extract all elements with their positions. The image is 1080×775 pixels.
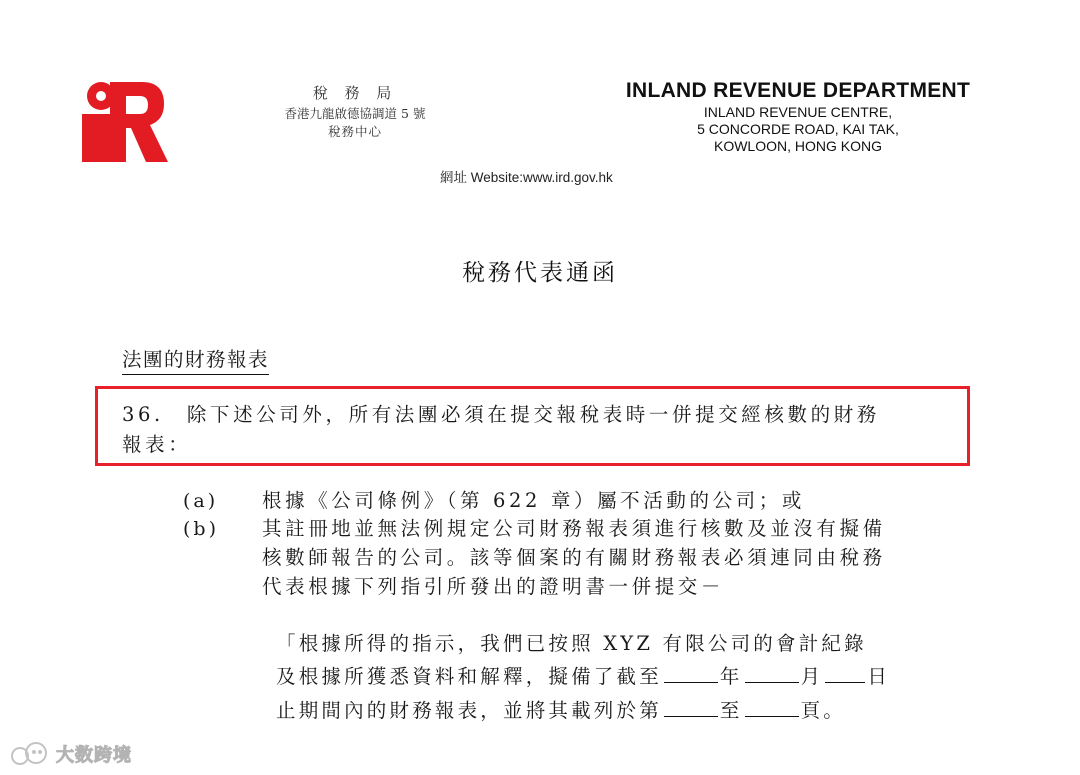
list-item-b-line1: 其註冊地並無法例規定公司財務報表須進行核數及並沒有擬備 (262, 517, 886, 540)
section-heading: 法團的財務報表 (122, 347, 269, 375)
quote-day-label: 日 (867, 665, 891, 688)
blank-year (664, 662, 718, 683)
ird-logo-icon (80, 78, 168, 162)
quote-year-label: 年 (719, 665, 743, 688)
quote-month-label: 月 (800, 665, 824, 688)
en-department-name: INLAND REVENUE DEPARTMENT (625, 79, 971, 102)
quote-line1: 「根據所得的指示，我們已按照 XYZ 有限公司的會計紀錄 (276, 632, 867, 655)
quote-to-label: 至 (719, 699, 743, 722)
en-address-line1: INLAND REVENUE CENTRE, (703, 104, 893, 120)
paragraph-36-line2: 報表： (122, 433, 192, 456)
blank-page-to (745, 696, 799, 717)
list-item-b-line2: 核數師報告的公司。該等個案的有關財務報表必須連同由稅務 (262, 546, 886, 569)
zh-department-name: 稅 務 局 (312, 84, 398, 102)
blank-month (745, 662, 799, 683)
watermark-text: 大数跨境 (56, 745, 132, 766)
zh-address-line1: 香港九龍啟德協調道 5 號 (284, 106, 426, 121)
list-item-b-marker: (b) (183, 518, 219, 540)
quote-page-label: 頁。 (800, 699, 847, 722)
quote-line3 (276, 696, 846, 726)
blank-day (825, 662, 865, 683)
list-item-a-text: 根據《公司條例》（第 622 章）屬不活動的公司；或 (262, 489, 805, 512)
website-line: 網址 Website:www.ird.gov.hk (440, 170, 613, 185)
list-item-a-marker: (a) (183, 490, 219, 512)
zh-address-line2: 稅務中心 (327, 124, 382, 139)
quote-line2-prefix: 及根據所獲悉資料和解釋，擬備了截至 (276, 665, 662, 688)
paragraph-36-line1: 36. 除下述公司外，所有法團必須在提交報稅表時一併提交經核數的財務 (122, 403, 880, 426)
quote-line3-prefix: 止期間內的財務報表，並將其載列於第 (276, 699, 662, 722)
en-address-line2: 5 CONCORDE ROAD, KAI TAK, (697, 121, 899, 137)
quote-line2 (276, 662, 890, 692)
watermark (10, 739, 132, 769)
watermark-logo-icon (10, 741, 50, 767)
document-title: 稅務代表通函 (462, 260, 618, 286)
ird-logo (80, 78, 168, 162)
en-address-line3: KOWLOON, HONG KONG (713, 138, 882, 154)
list-item-b-line3: 代表根據下列指引所發出的證明書一併提交－ (262, 575, 725, 598)
blank-page-from (664, 696, 718, 717)
